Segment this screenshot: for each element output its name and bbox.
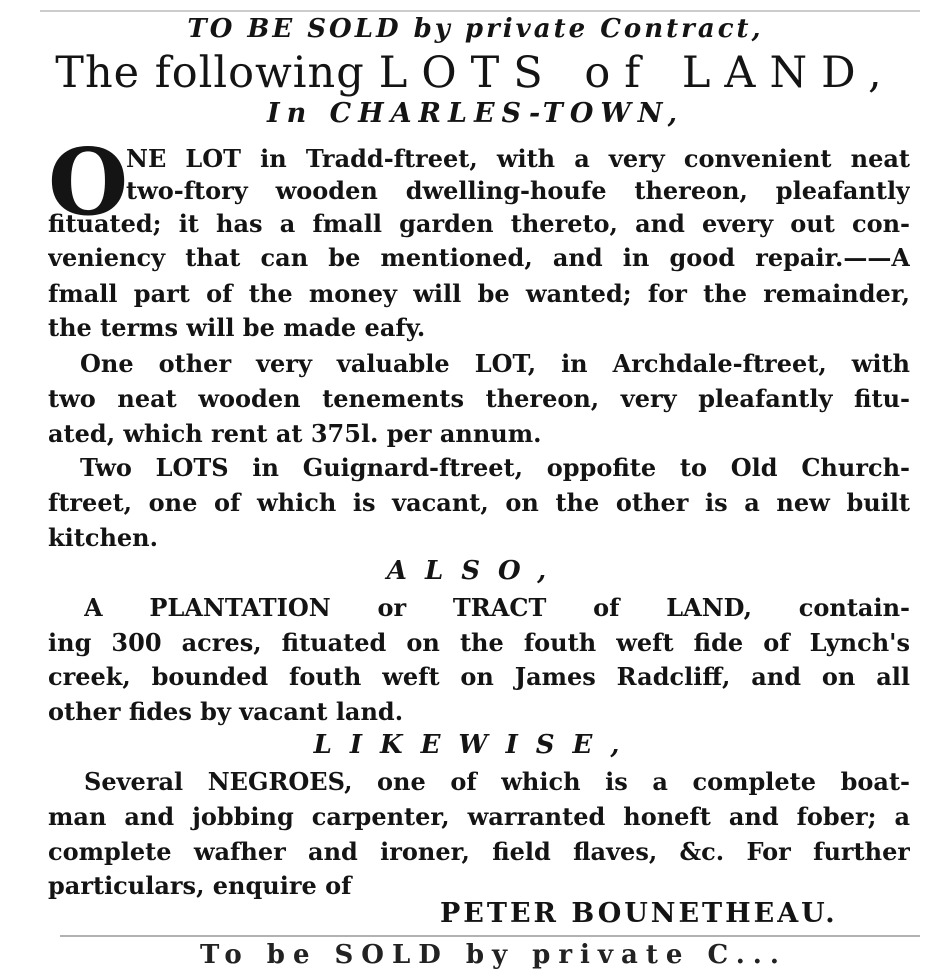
- para2-line2: two neat wooden tenements thereon, very pleafantly fitu-: [48, 384, 910, 413]
- para3-line2: ftreet, one of which is vacant, on the other is a new built: [48, 488, 910, 517]
- lots-heading-caps: LOTS of LAND,: [378, 48, 896, 98]
- para2-line1: One other very valuable LOT, in Archdale-ftreet, with: [80, 349, 910, 378]
- para5-line4: particulars, enquire of: [48, 871, 352, 900]
- para5-line1: Several NEGROES, one of which is a complete boat-: [84, 767, 910, 796]
- also-label: ALSO,: [386, 556, 565, 586]
- para1-line5: fmall part of the money will be wanted; for the remainder,: [48, 279, 910, 308]
- para3-line1: Two LOTS in Guignard-ftreet, oppofite to Old Church-: [80, 453, 910, 482]
- top-rule: [40, 0, 920, 12]
- bottom-rule: [60, 935, 920, 937]
- para5-line3: complete wafher and ironer, field flaves, &c. For further: [48, 837, 910, 866]
- location-heading: In CHARLES-TOWN,: [266, 98, 685, 129]
- sale-heading: TO BE SOLD by private Contract,: [187, 14, 764, 44]
- para1-line2: two-ftory wooden dwelling-houfe thereon, pleafantly: [126, 176, 910, 205]
- lots-heading: [0, 48, 951, 98]
- signature: PETER BOUNETHEAU.: [440, 898, 838, 929]
- para5-line2: man and jobbing carpenter, warranted honeft and fober; a: [48, 802, 910, 831]
- para4-line4: other fides by vacant land.: [48, 697, 404, 726]
- para2-line3: ated, which rent at 375l. per annum.: [48, 419, 542, 448]
- para4-line2: ing 300 acres, fituated on the fouth weft fide of Lynch's: [48, 628, 910, 657]
- para4-line3: creek, bounded fouth weft on James Radcliff, and on all: [48, 662, 910, 691]
- para4-line1: A PLANTATION or TRACT of LAND, contain-: [84, 593, 910, 622]
- para1-line1: NE LOT in Tradd-ftreet, with a very convenient neat: [126, 144, 910, 173]
- likewise-label: LIKEWISE,: [313, 730, 638, 760]
- lots-heading-prefix: The following: [55, 48, 365, 98]
- para1-line6: the terms will be made eafy.: [48, 313, 426, 342]
- para3-line3: kitchen.: [48, 523, 158, 552]
- para1-line3: fituated; it has a fmall garden thereto, and every out con-: [48, 209, 910, 238]
- drop-cap: O: [48, 128, 129, 236]
- cutoff-next-advert: To be SOLD by private C...: [200, 940, 787, 970]
- para1-line4: veniency that can be mentioned, and in good repair.——A: [48, 243, 910, 272]
